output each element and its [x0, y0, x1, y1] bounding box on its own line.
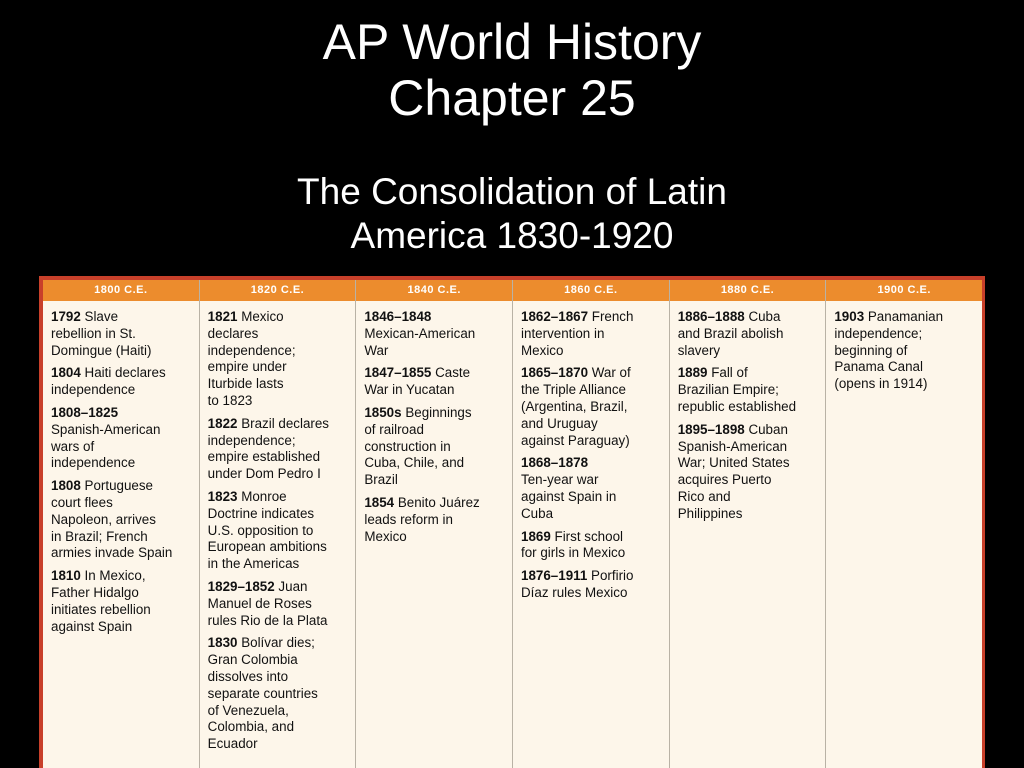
- subtitle-line-2: America 1830-1920: [350, 215, 674, 256]
- timeline-event: [51, 309, 193, 359]
- event-year: 1808–1825: [51, 404, 119, 420]
- timeline-column: [356, 280, 513, 768]
- event-description: Bolívar dies; Gran Colombia dissolves into separate countries of Venezuela, Colombia, and Ecuador: [207, 635, 318, 752]
- timeline-column: [513, 280, 670, 768]
- timeline-event: [208, 489, 350, 573]
- event-description: Spanish-American wars of independence: [51, 421, 161, 471]
- event-description: Panamanian independence; beginning of Panama Canal (opens in 1914): [834, 309, 944, 392]
- timeline-column-body: [200, 301, 356, 759]
- timeline-column-body: [356, 301, 512, 551]
- event-year: 1903: [834, 309, 865, 324]
- event-year: 1830: [207, 635, 238, 651]
- event-description: French intervention in Mexico: [521, 309, 634, 358]
- event-year: 1808: [51, 478, 81, 494]
- timeline-column-body: [43, 301, 199, 641]
- timeline-event: [678, 365, 820, 415]
- event-year: 1868–1878: [521, 455, 589, 471]
- timeline-event: [521, 455, 663, 522]
- event-description: Cuban Spanish-American War; United States acquires Puerto Rico and Philippines: [677, 421, 790, 521]
- timeline-column-header: 1860 C.E.: [513, 280, 669, 301]
- event-description: Caste War in Yucatan: [364, 365, 471, 398]
- event-year: 1829–1852: [207, 578, 275, 594]
- title-line-2: Chapter 25: [388, 70, 636, 126]
- timeline-event: [521, 365, 663, 449]
- timeline-event: [364, 365, 506, 399]
- event-year: 1886–1888: [677, 309, 745, 324]
- event-year: 1895–1898: [677, 421, 745, 437]
- title-line-1: AP World History: [322, 14, 702, 70]
- timeline-column-body: [513, 301, 669, 608]
- timeline-event: [208, 579, 350, 629]
- timeline-event: [521, 568, 663, 602]
- event-description: Ten-year war against Spain in Cuba: [521, 472, 617, 521]
- event-description: Fall of Brazilian Empire; republic established: [677, 365, 797, 414]
- event-year: 1847–1855: [364, 365, 432, 381]
- event-description: First school for girls in Mexico: [521, 528, 626, 561]
- timeline-event: [208, 309, 350, 410]
- timeline-event: [51, 365, 193, 399]
- timeline-column: [670, 280, 827, 768]
- event-description: Mexico declares independence; empire under Iturbide lasts to 1823: [207, 309, 296, 408]
- timeline-column-header: 1820 C.E.: [200, 280, 356, 301]
- subtitle-line-1: The Consolidation of Latin: [297, 171, 727, 212]
- timeline-column: [826, 280, 982, 768]
- event-description: Haiti declares independence: [51, 365, 166, 398]
- timeline-column-body: [826, 301, 982, 399]
- timeline-column-body: [670, 301, 826, 529]
- timeline-event: [521, 529, 663, 563]
- event-description: Cuba and Brazil abolish slavery: [677, 309, 784, 358]
- event-description: War of the Triple Alliance (Argentina, Brazil, and Uruguay against Paraguay): [521, 365, 631, 448]
- event-year: 1804: [51, 365, 81, 381]
- timeline-table: [39, 276, 985, 768]
- event-year: 1846–1848: [364, 309, 432, 324]
- timeline-event: [521, 309, 663, 359]
- timeline-column: [200, 280, 357, 768]
- event-year: 1889: [677, 365, 708, 381]
- timeline-column-header: 1840 C.E.: [356, 280, 512, 301]
- event-year: 1792: [51, 309, 81, 324]
- timeline-event: [678, 422, 820, 523]
- event-description: Mexican-American War: [364, 325, 476, 358]
- event-description: Brazil declares independence; empire established under Dom Pedro I: [207, 415, 330, 482]
- timeline-event: [51, 405, 193, 472]
- timeline-column-header: 1880 C.E.: [670, 280, 826, 301]
- timeline-event: [364, 495, 506, 545]
- event-year: 1810: [51, 568, 81, 584]
- timeline-event: [51, 568, 193, 635]
- timeline-column: [43, 280, 200, 768]
- timeline-column-header: 1800 C.E.: [43, 280, 199, 301]
- event-year: 1821: [207, 309, 238, 324]
- slide-title: [0, 14, 1024, 126]
- event-description: Porfirio Díaz rules Mexico: [521, 568, 634, 600]
- event-year: 1862–1867: [521, 309, 589, 324]
- event-year: 1869: [521, 528, 551, 544]
- timeline-columns: [43, 280, 982, 768]
- event-year: 1854: [364, 494, 395, 510]
- timeline-event: [208, 635, 350, 753]
- timeline-event: [364, 405, 506, 489]
- timeline-event: [364, 309, 506, 359]
- timeline-event: [678, 309, 820, 359]
- event-description: Benito Juárez leads reform in Mexico: [364, 494, 480, 544]
- event-year: 1865–1870: [521, 365, 589, 381]
- timeline-column-header: 1900 C.E.: [826, 280, 982, 301]
- event-description: Monroe Doctrine indicates U.S. opposition to European ambitions in the Americas: [207, 488, 327, 572]
- event-description: Portuguese court flees Napoleon, arrives in Brazil; French armies invade Spain: [51, 478, 173, 561]
- event-description: In Mexico, Father Hidalgo initiates rebellion against Spain: [51, 568, 151, 634]
- event-year: 1823: [207, 488, 238, 504]
- event-year: 1822: [207, 415, 238, 431]
- timeline-event: [208, 416, 350, 483]
- timeline-event: [834, 309, 976, 393]
- event-description: Slave rebellion in St. Domingue (Haiti): [51, 309, 152, 358]
- event-description: Juan Manuel de Roses rules Rio de la Plata: [207, 578, 328, 628]
- event-year: 1850s: [364, 404, 402, 420]
- event-description: Beginnings of railroad construction in Cuba, Chile, and Brazil: [364, 404, 472, 488]
- event-year: 1876–1911: [521, 568, 588, 584]
- timeline-event: [51, 478, 193, 562]
- slide-subtitle: [0, 170, 1024, 258]
